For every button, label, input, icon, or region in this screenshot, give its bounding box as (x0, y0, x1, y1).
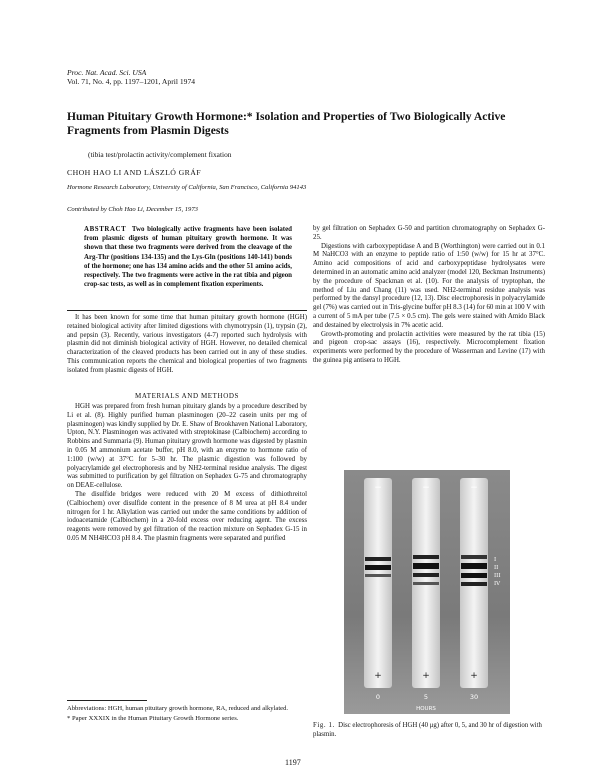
band-label-II: II (494, 565, 499, 571)
plus-sign-30h: + (470, 671, 478, 681)
band (461, 563, 487, 569)
intro-paragraph: It has been known for some time that human pituitary growth hormone (HGH) retained biological activity after limited digestions with chymotrypsin (1), trypsin (2), and pepsin (3). Recently, various investigators (4-7) reported such hydrolysis with plasmin did not diminish biological activity of HGH. However, no detailed chemical characterization of the cleaved products has been carried out in any of these studies. This communication reports the chemical and biological properties of two fragments isolated from plasmic digests of HGH. (67, 314, 307, 374)
plus-sign-5h: + (422, 671, 430, 681)
paper-title: Human Pituitary Growth Hormone:* Isolation and Properties of Two Biologically Active Fragments from Plasmin Digests (67, 110, 506, 137)
abstract-label: ABSTRACT (84, 226, 127, 233)
col2-paragraph-3: Growth-promoting and prolactin activities were measured by the rat tibia (15) and pigeon crop-sac assays (16), respectively. Microcomplement fixation experiments were performed by the procedure of Wasserman and Levine (17) with the guinea pig antisera to HGH. (313, 330, 545, 364)
keywords: (tibia test/prolactin activity/complement fixation (88, 150, 232, 159)
gel-svg (344, 470, 510, 714)
band (365, 574, 391, 577)
right-column-text (313, 225, 545, 366)
page-number: 1197 (285, 758, 301, 767)
figure-caption (313, 722, 545, 739)
band (365, 557, 391, 561)
journal-volume: Vol. 71, No. 4, pp. 1197–1201, April 1974 (67, 77, 196, 86)
methods-heading: MATERIALS AND METHODS (135, 392, 239, 400)
band-label-I: I (494, 557, 497, 563)
minus-sign-0h: − (374, 483, 382, 493)
methods-paragraph-1: HGH was prepared from fresh human pituitary glands by a procedure described by Li et al. (8). Highly purified human plasminogen (20–22 casein units per mg of plasminogen) was kindly supplied by Dr. E. Shaw of Brookhaven National Laboratory, Upton, N.Y. Plasminogen was activated with streptokinase (Calbiochem) according to Robbins and Summaria (9). Human pituitary growth hormone was digested by plasmin in 0.05 M ammonium acetate buffer, pH 8.0, with an enzyme to hormone ratio of 1:100 (w/w) at 37°C for 5–30 hr. The plasmic digestion was followed by polyacrylamide gel electrophoresis and by NH2-terminal residue analysis. The digest was submitted to purification by gel filtration on Sephadex G-75 and chromatography on DEAE-cellulose. (67, 403, 307, 490)
methods-text (67, 403, 307, 544)
band (413, 555, 439, 559)
affiliation: Hormone Research Laboratory, University of California, San Francisco, California 94143 (67, 184, 307, 191)
journal-citation (67, 68, 195, 86)
minus-sign-30h: − (470, 483, 478, 493)
axis-label-hours: HOURS (416, 706, 436, 712)
introduction (67, 314, 307, 376)
col2-paragraph-1: by gel filtration on Sephadex G-50 and partition chromatography on Sephadex G-25. (313, 225, 545, 241)
footnote-divider (67, 700, 147, 701)
col2-paragraph-2: Digestions with carboxypeptidase A and B (Worthington) were carried out in 0.1 M NaHCO3 with an enzyme to peptide ratio of 1:50 (w/w) for 15 hr at 37°C. Amino acid compositions of acid and carboxypeptidase hydrolysates were determined in an automatic amino acid analyzer (model 120, Beckman Instruments) by the procedure of Spackman et al. (10). For the analysis of tryptophan, the method of Liu and Chang (11) was used. NH2-terminal residue analysis was performed by the dansyl procedure (12, 13). Disc electrophoresis in polyacrylamide gel (7%) was carried out in Tris-glycine buffer pH 8.3 (14) for 60 min at 100 V with a current of 5 mA per tube (7.5 × 0.5 cm). The gels were stained with Amido Black and destained by electrolysis in 7% acetic acid. (313, 242, 545, 329)
band (461, 555, 487, 559)
gel-tube-0h (364, 478, 392, 688)
methods-paragraph-2: The disulfide bridges were reduced with 20 M excess of dithiothreitol (Calbiochem) over disulfide content in the presence of 8 M urea at pH 8.4 under nitrogen for 1 hr. Alkylation was carried out under the same conditions by addition of iodoacetamide (Calbiochem) in a 20-fold excess over reducing agent. The excess reagents were removed by gel filtration of the reaction mixture on Sephadex G-15 in 0.05 M NH4HCO3 pH 8.4. The plasmin fragments were separated and purified (67, 490, 307, 542)
band-label-III: III (494, 573, 501, 579)
journal-name: Proc. Nat. Acad. Sci. USA (67, 68, 147, 77)
band (413, 573, 439, 577)
minus-sign-5h: − (422, 483, 430, 493)
lane-label-5: 5 (423, 693, 429, 701)
band (413, 563, 439, 569)
authors: CHOH HAO LI AND LÁSZLÓ GRÁF (67, 168, 202, 177)
caption-text: Disc electrophoresis of HGH (40 μg) after 0, 5, and 30 hr of digestion with plasmin. (313, 722, 542, 738)
lane-label-0: 0 (375, 693, 381, 701)
band (365, 565, 391, 570)
gel-figure (344, 470, 510, 714)
abstract-divider (67, 310, 307, 311)
band (413, 582, 439, 585)
footnotes (67, 705, 307, 726)
lane-label-30: 30 (469, 693, 479, 701)
band-label-IV: IV (494, 581, 501, 587)
contributed-by: Contributed by Choh Hao Li, December 15, 1973 (67, 206, 198, 213)
footnote-abbreviations: Abbreviations: HGH, human pituitary growth hormone, RA, reduced and alkylated. (67, 705, 289, 712)
band (461, 582, 487, 586)
abstract (84, 225, 292, 289)
abstract-text: Two biologically active fragments have been isolated from plasmic digests of human pituitary growth hormone. It was shown that these two fragments were derived from the cleavage of the Arg-Thr (positions 134-135) and the Lys-Gln (positions 140-141) bonds of the hormone; one has 134 amino acids and the other 51 amino acids, respectively. The two fragments were active in the rat tibia and pigeon crop-sac tests, as well as in complement fixation experiments. (84, 226, 292, 289)
footnote-series: * Paper XXXIX in the Human Pituitary Growth Hormone series. (67, 715, 239, 723)
plus-sign-0h: + (374, 671, 382, 681)
caption-label: Fig. 1. (313, 722, 335, 729)
band (461, 573, 487, 578)
